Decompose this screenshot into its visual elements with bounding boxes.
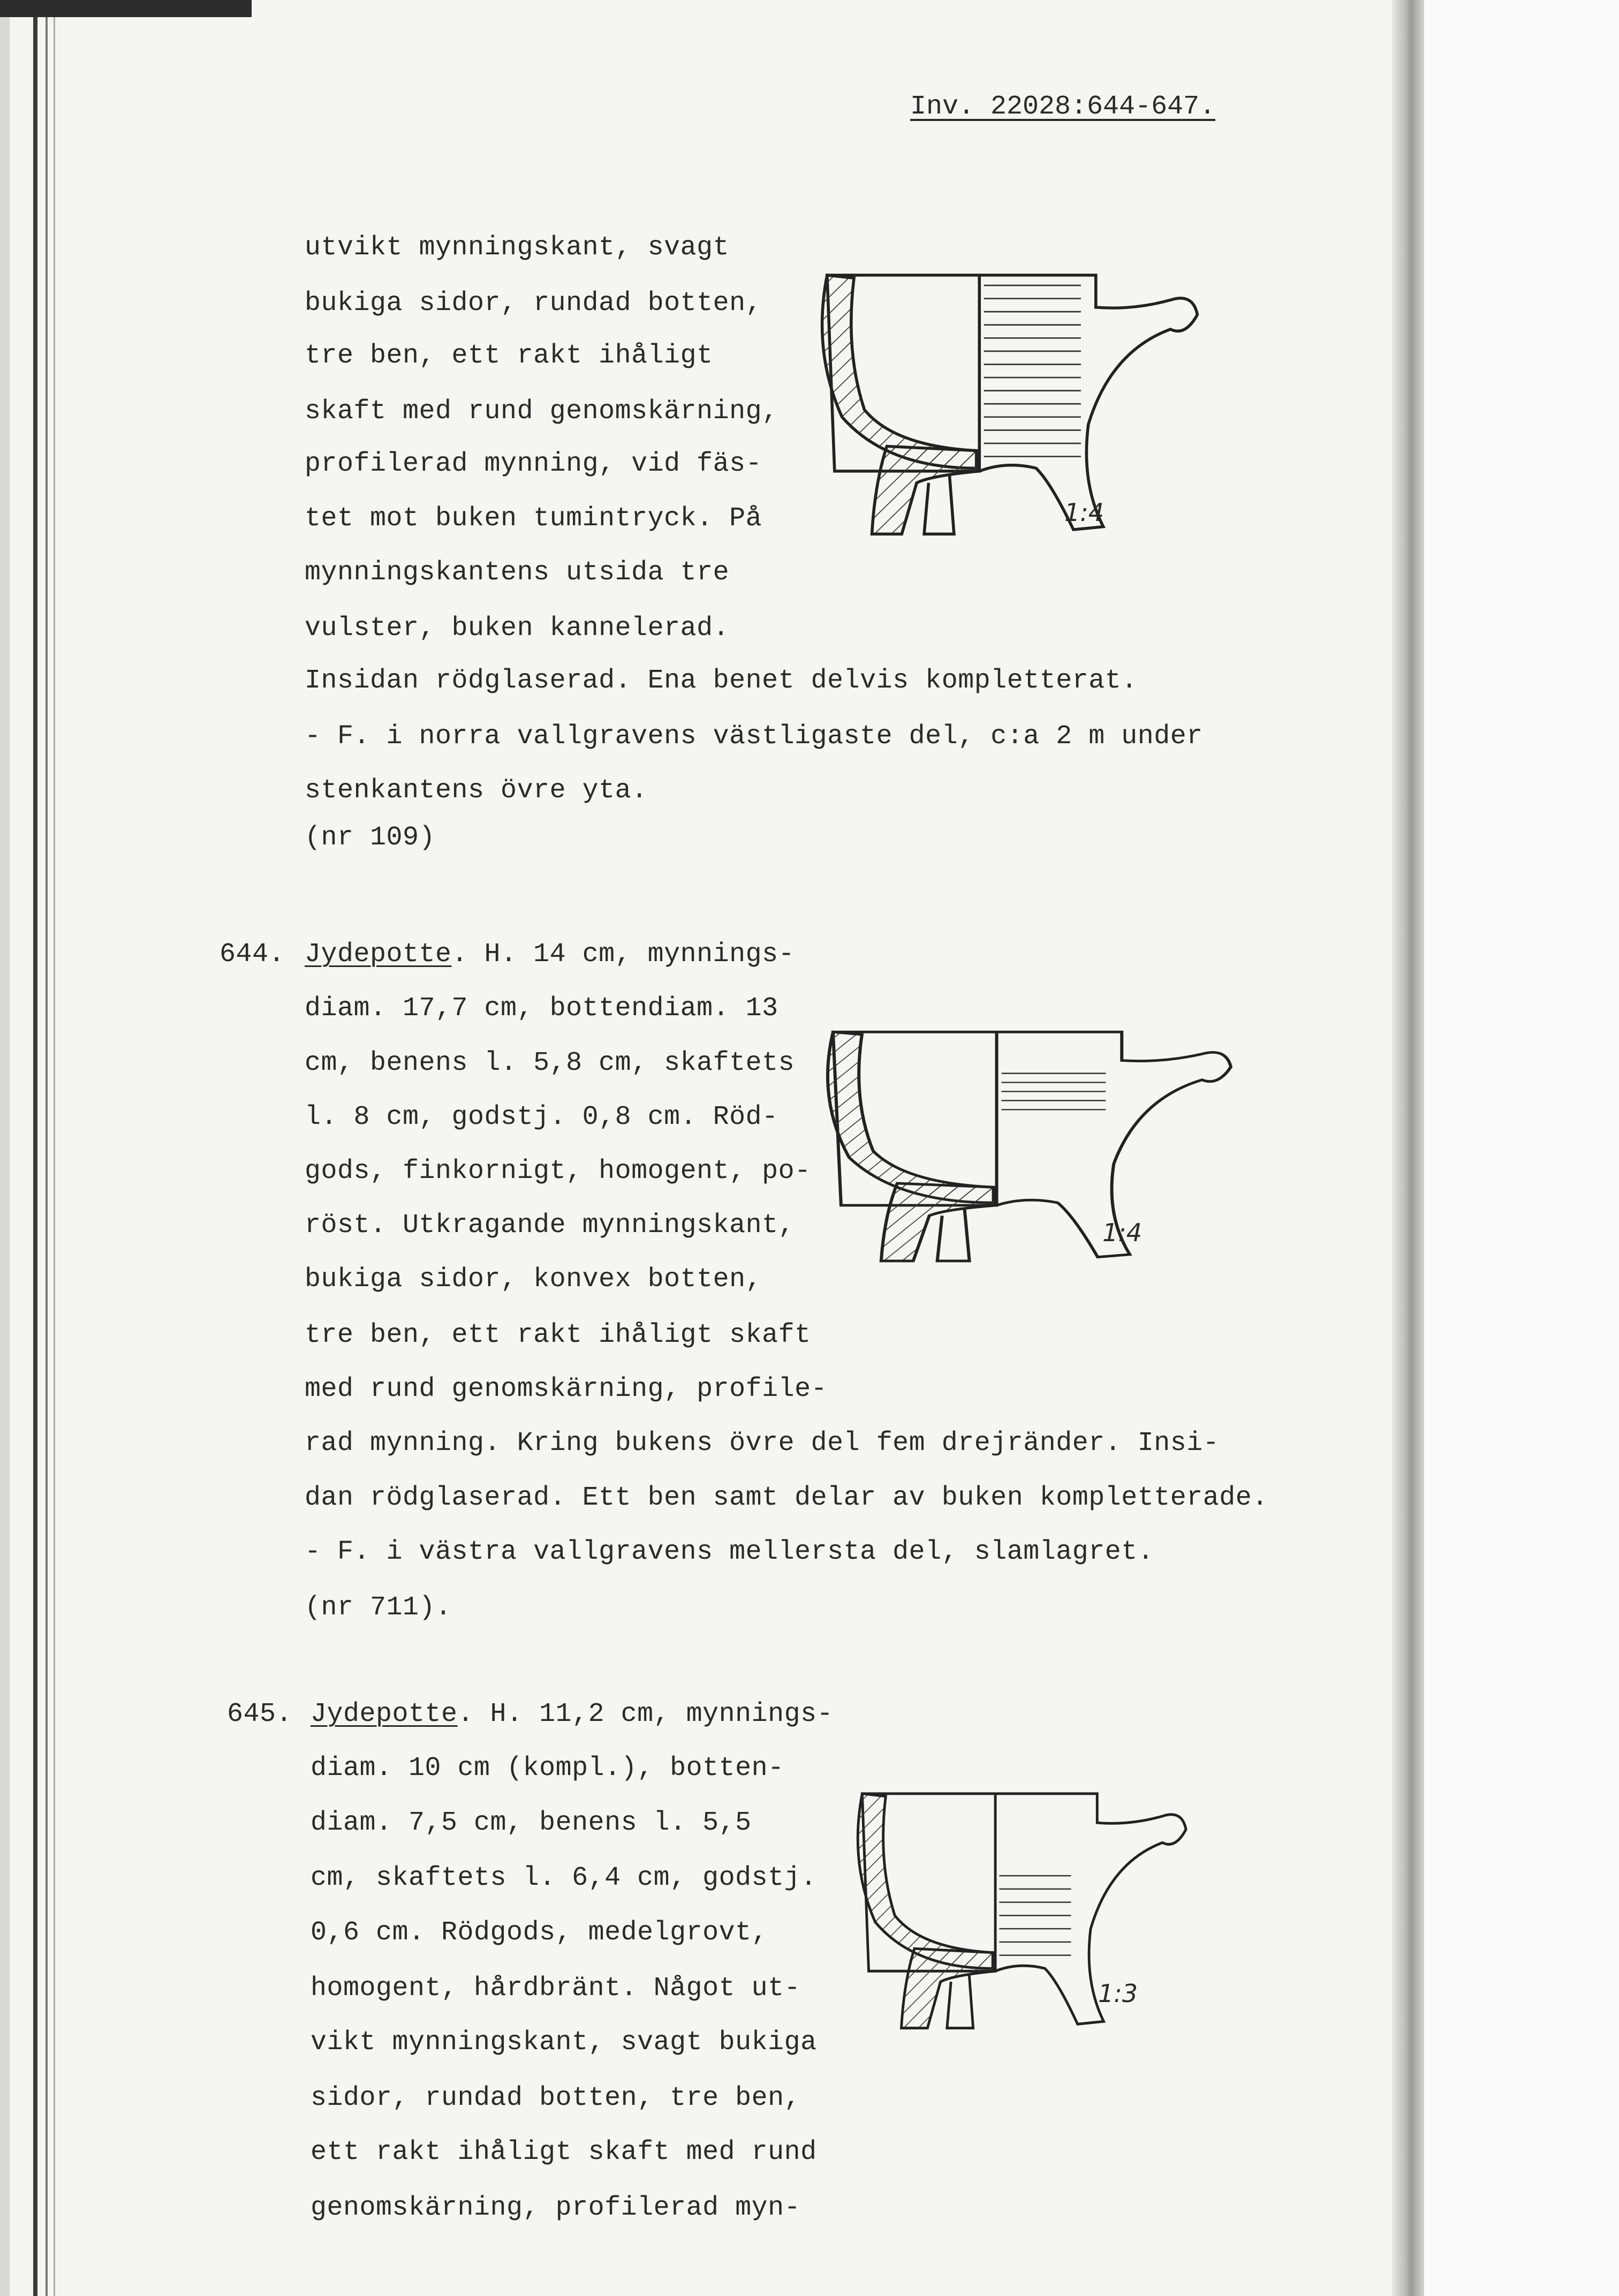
page-margin xyxy=(1424,0,1619,2296)
entry-text-line: - F. i norra vallgravens västligaste del, c:a 2 m under xyxy=(305,721,1203,752)
scale-label: 1:4 xyxy=(1064,498,1104,527)
entry-text-line: med rund genomskärning, profile- xyxy=(305,1374,828,1404)
entry-text: . H. 14 cm, mynnings- xyxy=(451,939,795,970)
entry-text-line: homogent, hårdbränt. Något ut- xyxy=(311,1973,801,2004)
entry-text-line: Insidan rödglaserad. Ena benet delvis kompletterat. xyxy=(305,666,1138,696)
entry-text-line: cm, benens l. 5,8 cm, skaftets xyxy=(305,1048,795,1078)
entry-text-line: genomskärning, profilerad myn- xyxy=(311,2193,801,2223)
scale-label: 1:4 xyxy=(1102,1218,1143,1247)
entry-text-line: röst. Utkragande mynningskant, xyxy=(305,1210,795,1241)
entry-text-line: diam. 17,7 cm, bottendiam. 13 xyxy=(305,993,778,1024)
entry-text-line: bukiga sidor, konvex botten, xyxy=(305,1264,762,1295)
scale-label: 1:3 xyxy=(1098,1979,1138,2008)
entry-text-line: l. 8 cm, godstj. 0,8 cm. Röd- xyxy=(305,1102,778,1132)
entry-text-line: vulster, buken kannelerad. xyxy=(305,613,730,644)
entry-text-line: profilerad mynning, vid fäs- xyxy=(305,449,762,479)
binder-edge xyxy=(0,0,91,2296)
entry-text-line: diam. 10 cm (kompl.), botten- xyxy=(311,1753,784,1784)
entry-number: 644. xyxy=(220,939,285,970)
pot-drawing xyxy=(812,263,1200,541)
inventory-number: Inv. 22028:644-647. xyxy=(910,92,1216,122)
entry-text-line: tre ben, ett rakt ihåligt xyxy=(305,341,713,371)
pot-drawing xyxy=(817,1022,1234,1267)
entry-text-line: (nr 711). xyxy=(305,1592,452,1623)
entry-text-line: utvikt mynningskant, svagt xyxy=(305,232,730,263)
entry-text-line: 0,6 cm. Rödgods, medelgrovt, xyxy=(311,1917,768,1948)
entry-text-line: tre ben, ett rakt ihåligt skaft xyxy=(305,1320,811,1350)
entry-text-line: rad mynning. Kring bukens övre del fem drejränder. Insi- xyxy=(305,1428,1220,1459)
entry-text-line: diam. 7,5 cm, benens l. 5,5 xyxy=(311,1808,752,1838)
entry-title: Jydepotte xyxy=(311,1699,458,1729)
entry-text-line: gods, finkornigt, homogent, po- xyxy=(305,1156,811,1187)
entry-text-line: ett rakt ihåligt skaft med rund xyxy=(311,2137,817,2167)
entry-text-line: cm, skaftets l. 6,4 cm, godstj. xyxy=(311,1863,817,1893)
entry-title: Jydepotte xyxy=(305,939,452,970)
entry-text-line: skaft med rund genomskärning, xyxy=(305,396,778,427)
entry-first-line xyxy=(305,939,795,971)
entry-text: . H. 11,2 cm, mynnings- xyxy=(457,1699,834,1729)
entry-text-line: bukiga sidor, rundad botten, xyxy=(305,288,762,319)
entry-text-line: tet mot buken tumintryck. På xyxy=(305,503,762,534)
entry-number: 645. xyxy=(227,1699,293,1729)
entry-text-line: stenkantens övre yta. xyxy=(305,775,648,806)
page-edge xyxy=(1392,0,1424,2296)
entry-text-line: sidor, rundad botten, tre ben, xyxy=(311,2083,801,2113)
entry-text-line: mynningskantens utsida tre xyxy=(305,557,730,588)
entry-text-line: (nr 109) xyxy=(305,822,436,853)
entry-text-line: dan rödglaserad. Ett ben samt delar av buken kompletterade. xyxy=(305,1483,1268,1513)
entry-first-line xyxy=(311,1698,833,1731)
entry-text-line: - F. i västra vallgravens mellersta del, slamlagret. xyxy=(305,1537,1154,1567)
entry-text-line: vikt mynningskant, svagt bukiga xyxy=(311,2027,817,2058)
